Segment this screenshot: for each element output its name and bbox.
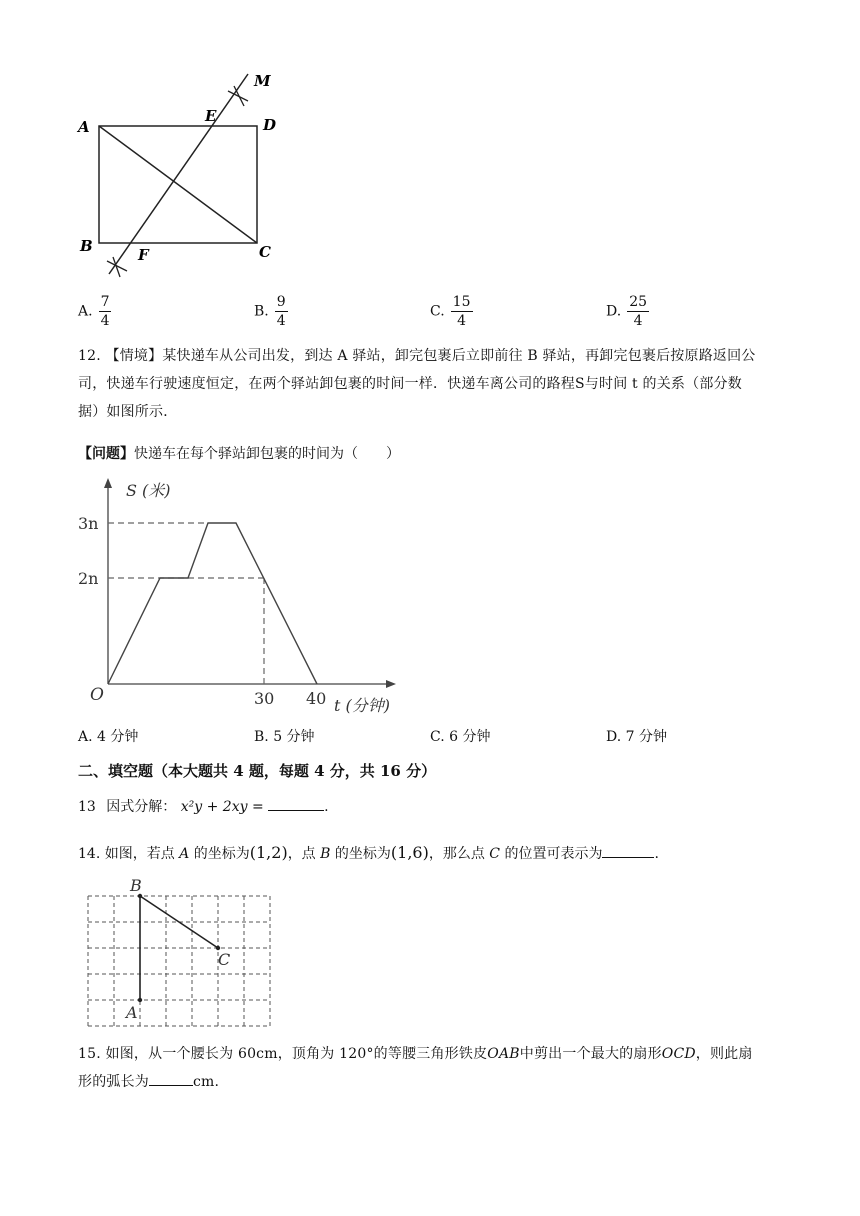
- q11-option-a: [78, 293, 111, 330]
- label-c: C: [259, 243, 271, 261]
- fraction-numerator: 9: [276, 294, 286, 310]
- label-m: M: [254, 72, 271, 90]
- y-tick-2n: 2n: [78, 569, 99, 588]
- q13-text: 因式分解：: [106, 799, 177, 815]
- q15-text: cm.: [193, 1074, 220, 1090]
- q12-option-c: [430, 727, 490, 747]
- q14-text: ，那么点: [428, 846, 485, 862]
- q14-text: 的坐标为: [334, 846, 391, 862]
- q13: [78, 796, 329, 817]
- diagonal-ac: [99, 126, 257, 243]
- q15-text: 中剪出一个最大的扇形: [519, 1046, 662, 1062]
- q15-sector-label: OCD: [661, 1046, 696, 1062]
- x-axis-label: t (分钟): [334, 696, 391, 715]
- q14-text: ，点: [287, 846, 316, 862]
- q15-line-2: [78, 1068, 798, 1096]
- option-text: 5 分钟: [273, 729, 315, 745]
- q15-text: 15. 如图，从一个腰长为 60cm，顶角为 120°的等腰三角形铁皮: [78, 1046, 488, 1062]
- label-b: B: [80, 237, 93, 255]
- option-letter: A.: [78, 729, 93, 745]
- grid-figure: [84, 876, 276, 1028]
- q13-number: 13: [78, 799, 96, 815]
- q11-option-d: [606, 293, 649, 330]
- origin-label: O: [90, 685, 104, 705]
- option-text: 6 分钟: [449, 729, 491, 745]
- option-letter: C.: [430, 729, 445, 745]
- q15-text: ，则此扇: [695, 1046, 753, 1062]
- line-mf: [109, 74, 248, 274]
- option-letter: C.: [430, 303, 445, 320]
- q14-answer-blank[interactable]: [602, 843, 654, 858]
- q14-coord-b: (1,6): [390, 843, 429, 862]
- q12-line-2: 司，快递车行驶速度恒定，在两个驿站卸包裹的时间一样．快递车离公司的路程S与时间 t 的关系（部分数: [78, 376, 742, 392]
- option-letter: D.: [606, 303, 622, 320]
- fraction-numerator: 15: [452, 294, 471, 310]
- distance-time-graph: [74, 474, 414, 722]
- q14: [78, 843, 659, 864]
- label-e: E: [205, 107, 217, 125]
- option-letter: A.: [78, 303, 93, 320]
- question-text: 快递车在每个驿站卸包裹的时间为（ ）: [134, 446, 400, 462]
- q15-line-1: [78, 1040, 798, 1068]
- q12-option-d: [606, 727, 667, 747]
- q15-answer-blank[interactable]: [149, 1071, 193, 1086]
- option-letter: B.: [254, 303, 269, 320]
- fraction-denominator: 4: [633, 313, 643, 329]
- q11-option-b: [254, 293, 288, 330]
- x-tick-30: 30: [254, 689, 275, 708]
- q13-tail: .: [324, 799, 329, 815]
- graph-line: [108, 523, 317, 684]
- point-a-dot: [138, 998, 142, 1002]
- label-d: D: [263, 116, 277, 134]
- arc-mark-top-2: [234, 86, 244, 106]
- fraction-numerator: 7: [100, 294, 110, 310]
- option-text: 4 分钟: [97, 729, 139, 745]
- q14-tail: .: [654, 846, 659, 862]
- label-f: F: [138, 246, 149, 264]
- grid-label-b: B: [130, 876, 142, 895]
- dashed-grid: [88, 896, 270, 1026]
- q15-triangle-label: OAB: [487, 1046, 520, 1062]
- q14-point-b: B: [320, 846, 331, 862]
- question-label: 【问题】: [78, 446, 134, 462]
- q12-stem: [78, 342, 798, 426]
- grid-label-a: A: [126, 1003, 138, 1022]
- rectangle-figure: [70, 68, 290, 288]
- y-tick-3n: 3n: [78, 514, 99, 533]
- q12-option-b: [254, 727, 315, 747]
- q14-text: 的坐标为: [193, 846, 250, 862]
- q15-text: 形的弧长为: [78, 1074, 149, 1090]
- fraction-denominator: 4: [276, 313, 286, 329]
- q14-text: 的位置可表示为: [504, 846, 603, 862]
- option-text: 7 分钟: [625, 729, 667, 745]
- option-letter: B.: [254, 729, 269, 745]
- fraction-numerator: 25: [629, 294, 648, 310]
- fraction-denominator: 4: [100, 313, 110, 329]
- q13-expression: x²y + 2xy =: [180, 799, 264, 815]
- section-heading: 二、填空题（本大题共 4 题，每题 4 分，共 16 分）: [78, 762, 437, 780]
- q15: [78, 1040, 798, 1096]
- q12-option-a: [78, 727, 138, 747]
- q14-point-c: C: [489, 846, 500, 862]
- option-letter: D.: [606, 729, 622, 745]
- label-a: A: [78, 118, 90, 136]
- q13-answer-blank[interactable]: [268, 796, 324, 811]
- q14-coord-a: (1,2): [249, 843, 288, 862]
- fraction-denominator: 4: [457, 313, 467, 329]
- q14-point-a: A: [179, 846, 190, 862]
- q12-question: [78, 444, 400, 464]
- y-axis-label: S (米): [126, 481, 171, 500]
- y-axis-arrow: [104, 478, 112, 488]
- q14-prefix: 14. 如图，若点: [78, 846, 175, 862]
- q11-option-c: [430, 293, 473, 330]
- grid-label-c: C: [218, 950, 231, 969]
- x-axis-arrow: [386, 680, 396, 688]
- q12-line-1: 12. 【情境】某快递车从公司出发，到达 A 驿站，卸完包裹后立即前往 B 驿站，再卸完包裹后按原路返回公: [78, 348, 756, 364]
- x-tick-40: 40: [306, 689, 327, 708]
- q12-line-3: 据）如图所示．: [78, 404, 178, 420]
